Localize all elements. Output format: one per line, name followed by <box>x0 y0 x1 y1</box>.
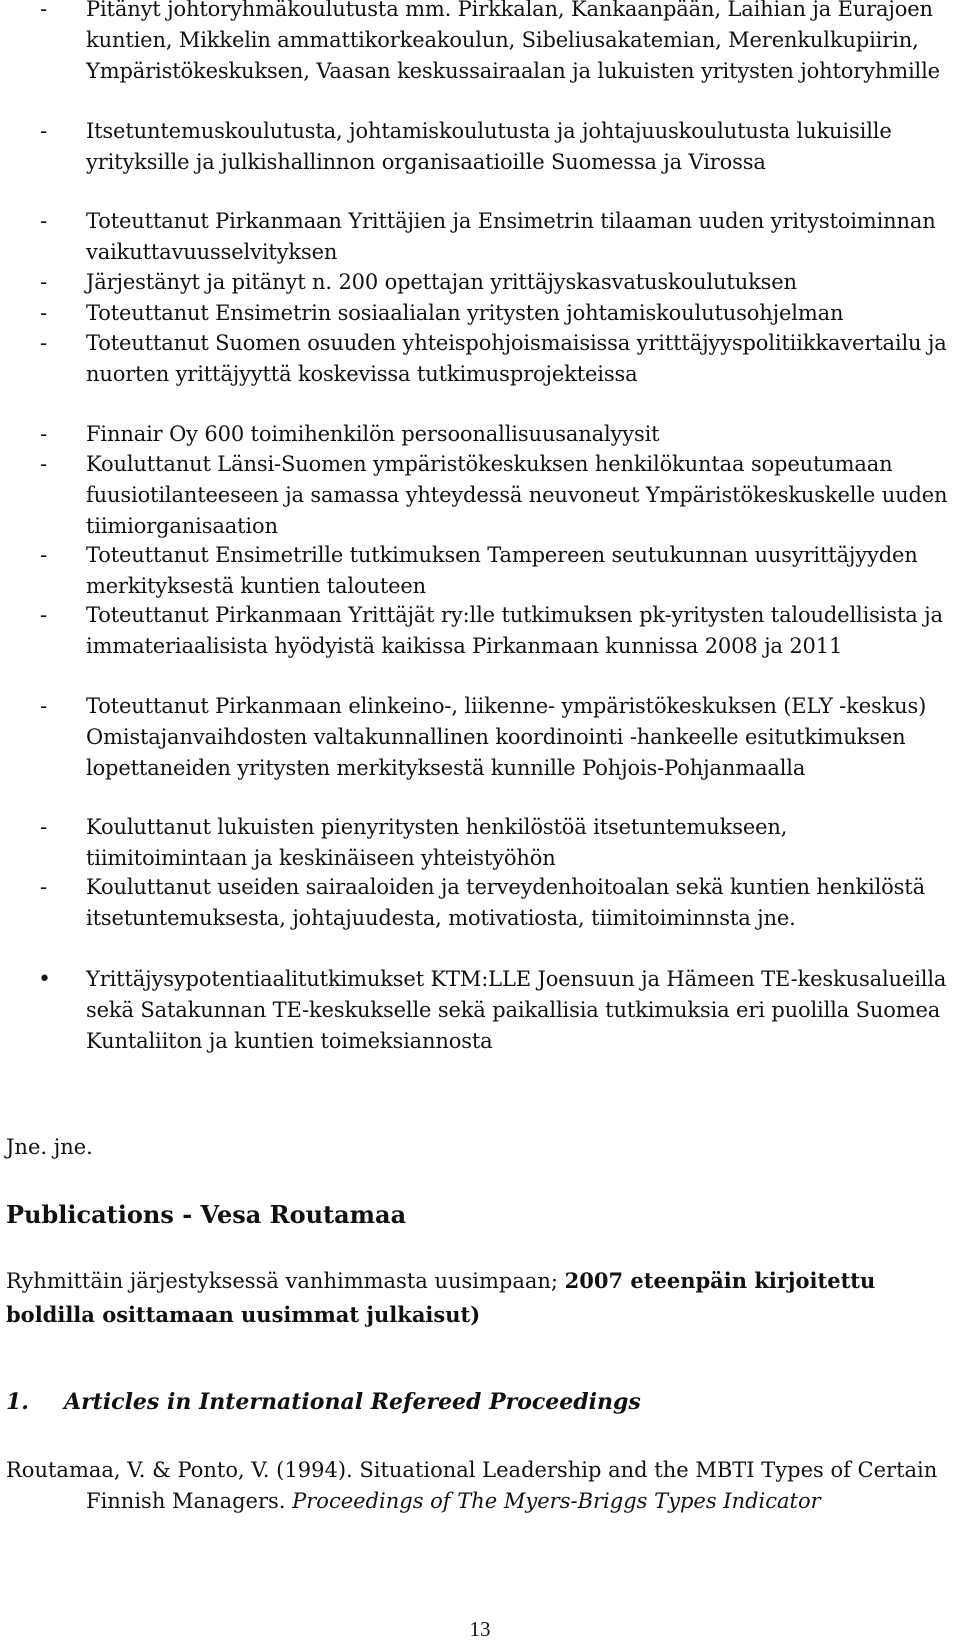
list-item-text: Toteuttanut Ensimetrin sosiaalialan yritysten johtamiskoulutusohjelman <box>86 301 844 325</box>
list-dash: - <box>40 270 48 294</box>
list-item-text: Toteuttanut Pirkanmaan Yrittäjien ja Ensimetrin tilaaman uuden yritystoiminnan vaikuttavuusselvityksen <box>86 209 936 264</box>
list-item <box>0 964 948 1057</box>
list-item-text: Toteuttanut Pirkanmaan elinkeino-, liikenne- ympäristökeskuksen (ELY -keskus) Omistajanvaihdosten valtakunnallinen koordinointi -hankeelle esitutkimuksen lopettaneiden yritysten merkityksestä kunnille Pohjois-Pohjanmaalla <box>86 694 927 780</box>
list-dash: - <box>40 543 48 567</box>
list-item <box>0 540 948 602</box>
list-item-text: Kouluttanut Länsi-Suomen ympäristökeskuksen henkilökuntaa sopeutumaan fuusiotilanteeseen ja samassa yhteydessä neuvoneut Ympäristökeskuskelle uuden tiimiorganisaation <box>86 452 948 538</box>
publications-heading: Publications - Vesa Routamaa <box>6 1200 407 1229</box>
list-item-text: Itsetuntemuskoulutusta, johtamiskoulutusta ja johtajuuskoulutusta lukuisille yrityksille ja julkishallinnon organisaatioille Suomessa ja Virossa <box>86 119 892 174</box>
list-dash: - <box>40 0 48 21</box>
list-item <box>0 419 948 450</box>
list-item <box>0 298 948 329</box>
list-item <box>0 0 948 87</box>
list-item <box>0 691 948 784</box>
list-item <box>0 812 948 874</box>
page-number: 13 <box>469 1617 491 1641</box>
intro-plain-text: Ryhmittäin järjestyksessä vanhimmasta uusimpaan; <box>6 1269 565 1293</box>
list-item-text: Finnair Oy 600 toimihenkilön persoonallisuusanalyysit <box>86 422 660 446</box>
list-item-text: Pitänyt johtoryhmäkoulutusta mm. Pirkkalan, Kankaanpään, Laihian ja Eurajoen kuntien, Mikkelin ammattikorkeakoulun, Sibeliusakatemian, Merenkulkupiirin, Ympäristökeskuksen, Vaasan keskussairaalan ja lukuisten yritysten johtoryhmille <box>86 0 940 83</box>
list-item <box>0 267 948 298</box>
list-dash: - <box>40 301 48 325</box>
section-heading <box>6 1387 951 1418</box>
reference-text: Routamaa, V. & Ponto, V. (1994). Situational Leadership and the MBTI Types of Certain Finnish Managers. <box>6 1458 938 1513</box>
publications-intro <box>6 1264 951 1332</box>
reference-source: Proceedings of The Myers-Briggs Types Indicator <box>292 1489 821 1513</box>
list-dash: - <box>40 875 48 899</box>
list-ending: Jne. jne. <box>6 1135 93 1159</box>
list-item <box>0 206 948 268</box>
list-item-text: Järjestänyt ja pitänyt n. 200 opettajan yrittäjyskasvatuskoulutuksen <box>86 270 797 294</box>
list-dash: - <box>40 603 48 627</box>
list-item-text: Yrittäjysypotentiaalitutkimukset KTM:LLE Joensuun ja Hämeen TE-keskusalueilla sekä Satakunnan TE-keskukselle sekä paikallisia tutkimuksia eri puolilla Suomea Kuntaliiton ja kuntien toimeksiannosta <box>86 967 947 1053</box>
list-item-text: Kouluttanut lukuisten pienyritysten henkilöstöä itsetuntemukseen, tiimitoimintaan ja keskinäiseen yhteistyöhön <box>86 815 788 870</box>
reference-entry <box>6 1455 956 1517</box>
list-item <box>0 116 948 178</box>
list-dash: - <box>40 694 48 718</box>
list-item <box>0 328 948 390</box>
list-item <box>0 872 948 934</box>
list-dash: - <box>40 815 48 839</box>
list-dash: - <box>40 422 48 446</box>
intro-bold-text: 2007 eteenpäin kirjoitettu boldilla osittamaan uusimmat julkaisut) <box>6 1268 876 1327</box>
list-dash: - <box>40 331 48 355</box>
list-dash: - <box>40 209 48 233</box>
list-item-text: Toteuttanut Pirkanmaan Yrittäjät ry:lle tutkimuksen pk-yritysten taloudellisista ja immateriaalisista hyödyistä kaikissa Pirkanmaan kunnissa 2008 ja 2011 <box>86 603 943 658</box>
list-item <box>0 600 948 662</box>
section-title: Articles in International Refereed Proceedings <box>64 1389 641 1415</box>
list-item-text: Kouluttanut useiden sairaaloiden ja terveydenhoitoalan sekä kuntien henkilöstä itsetuntemuksesta, johtajuudesta, motivatiosta, tiimitoiminnsta jne. <box>86 875 925 930</box>
bullet-icon: • <box>38 967 51 992</box>
section-number: 1. <box>6 1389 29 1415</box>
list-item-text: Toteuttanut Suomen osuuden yhteispohjoismaisissa yritttäjyyspolitiikkavertailu ja nuorten yrittäjyyttä koskevissa tutkimusprojekteissa <box>86 331 947 386</box>
list-item-text: Toteuttanut Ensimetrille tutkimuksen Tampereen seutukunnan uusyrittäjyyden merkityksestä kuntien talouteen <box>86 543 918 598</box>
list-dash: - <box>40 452 48 476</box>
list-dash: - <box>40 119 48 143</box>
list-item <box>0 449 948 542</box>
